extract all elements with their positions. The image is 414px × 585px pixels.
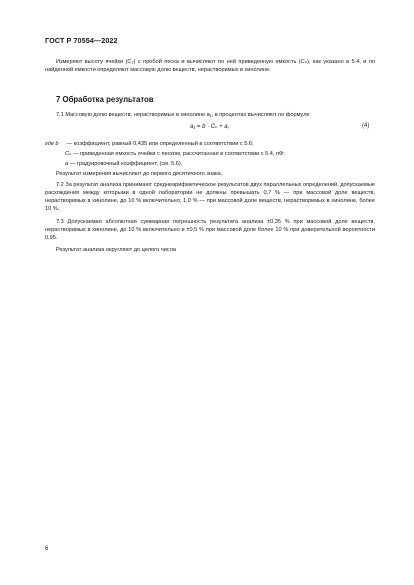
page-number: 6 — [45, 546, 49, 552]
where-item-a — [65, 160, 182, 168]
where-symbol: где b — [45, 141, 59, 147]
paragraph-7-1: 7.1 Массовую долю веществ, нерастворимых в хинолине a₁, в процентах вычисляют по формуле — [56, 112, 310, 118]
where-description: — градуировочный коэффициент, (см. 5.6). — [68, 161, 183, 167]
standard-code-header: ГОСТ Р 70554—2022 — [45, 36, 118, 45]
rounding-note: Результат анализа округляют до целого числа — [56, 247, 176, 253]
section-7-title: 7 Обработка результатов — [56, 95, 154, 104]
where-description: — приведенная емкость ячейки с песком, рассчитанная в соответствии с 5.4, пФ; — [71, 151, 285, 157]
where-item-b — [45, 140, 254, 148]
precision-note: Результат измерения вычисляют до первого десятичного знака. — [56, 171, 223, 177]
paragraph-7-2: 7.2 За результат анализа принимают среднеарифметическое результатов двух параллельных определений, допускаемые расхождения между которыми в одной лаборатории не должны превышать 0,7 % — при массовой доле веществ, нерастворимых в хинолине, до 10 % включительно; 1,0 % — при массовой доле веществ, нерастворимых в хинолине, более 10 %. — [45, 182, 375, 212]
where-item-cn — [65, 150, 285, 158]
formula-4: a₁ = b · Cₙ + a, — [190, 124, 230, 130]
equation-number: (4) — [362, 123, 370, 129]
where-description: — коэффициент, равный 0,435 или определенный в соответствии с 5.6; — [65, 141, 254, 147]
intro-paragraph: Измеряют высоту ячейки (С₂) с пробой песка и вычисляют по ней приведенную емкость (Cₙ), как указано в 5.4, и по найденной емкости определяют массовую долю веществ, нерастворимых в хинолине. — [45, 59, 375, 73]
where-symbol: Cₙ — [65, 151, 72, 157]
where-symbol: a — [65, 161, 69, 167]
paragraph-7-3: 7.3 Допускаемая абсолютная суммарная погрешность результата анализа ±0,35 % при массовой доле веществ, нерастворимых в хинолине, до 10 % включительно и ±0,5 % при массовой доле более 10 % при доверительной вероятности 0,95. — [45, 219, 375, 241]
